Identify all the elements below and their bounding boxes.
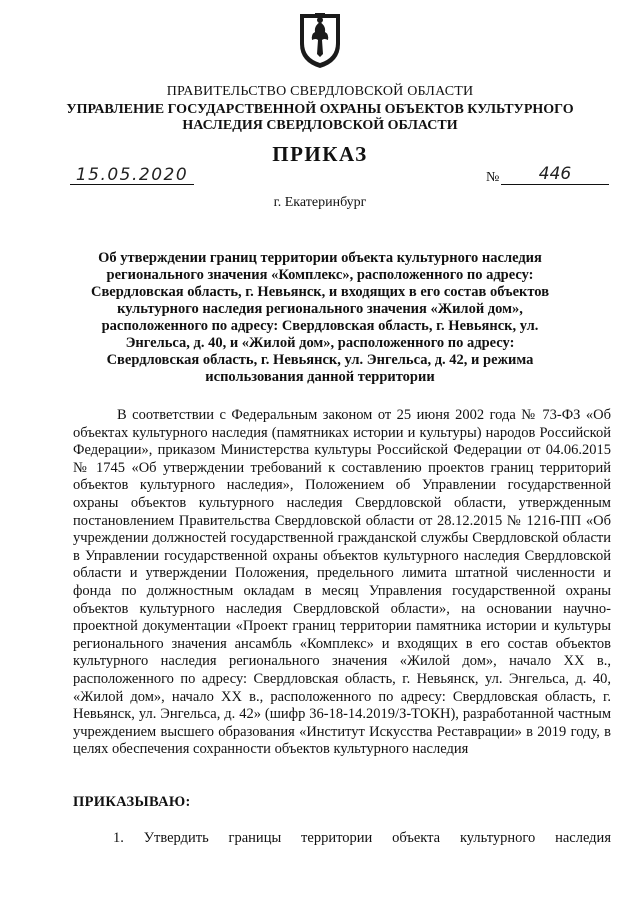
order-item-1: 1. Утвердить границы территории объекта культурного наследия	[113, 830, 611, 846]
coat-of-arms-icon	[298, 10, 342, 70]
document-city: г. Екатеринбург	[273, 195, 367, 210]
number-label: №	[486, 170, 500, 185]
document-number: 446	[501, 164, 609, 185]
document-date: 15.05.2020	[70, 166, 194, 185]
org-name-government: ПРАВИТЕЛЬСТВО СВЕРДЛОВСКОЙ ОБЛАСТИ	[166, 84, 474, 99]
document-subject: Об утверждении границ территории объекта культурного наследия регионального значения «Комплекс», расположенного по адресу: Свердловская область, г. Невьянск, и входящих в его состав объектов культурного наследия регионального значения «Жилой дом», расположенного по адресу: Свердловская область, г. Невьянск, ул. Энгельса, д. 40, и «Жилой дом», расположенного по адресу: Свердловская область, г. Невьянск, ул. Энгельса, д. 42, и режима использования данной территории	[90, 250, 550, 385]
org-name-department: УПРАВЛЕНИЕ ГОСУДАРСТВЕННОЙ ОХРАНЫ ОБЪЕКТОВ КУЛЬТУРНОГО НАСЛЕДИЯ СВЕРДЛОВСКОЙ ОБЛАСТИ	[66, 102, 574, 133]
document-body-paragraph: В соответствии с Федеральным законом от 25 июня 2002 года № 73-ФЗ «Об объектах культурного наследия (памятниках истории и культуры) народов Российской Федерации», приказом Министерства культуры Российской Федерации от 04.06.2015 № 1745 «Об утверждении требований к составлению проектов границ территорий объектов культурного наследия», Положением об Управлении государственной охраны объектов культурного наследия Свердловской области, утвержденным постановлением Правительства Свердловской области от 28.12.2015 № 1216-ПП «Об учреждении должностей государственной гражданской службы Свердловской области в Управлении государственной охраны объектов культурного наследия Свердловской области и утверждении Положения, предельного лимита штатной численности и фонда по должностным окладам в месяц Управления государственной охраны объектов культурного наследия Свердловской области», на основании научно-проектной документации «Проект границ территории памятника истории и культуры регионального значения ансамбль «Комплекс» и входящих в его состав объектов культурного наследия регионального значения «Жилой дом», начало XX в., расположенного по адресу: Свердловская область, г. Невьянск, ул. Энгельса, д. 40, «Жилой дом», начало XX в., расположенного по адресу: Свердловская область, г. Невьянск, ул. Энгельса, д. 42» (шифр 36-18-14.2019/З-ТОКН), разработанной частным учреждением высшего образования «Институт Искусства Реставрации» в 2019 году, в целях обеспечения сохранности объектов культурного наследия	[73, 407, 611, 758]
order-heading: ПРИКАЗЫВАЮ:	[73, 794, 191, 810]
document-type-title: ПРИКАЗ	[272, 142, 368, 166]
